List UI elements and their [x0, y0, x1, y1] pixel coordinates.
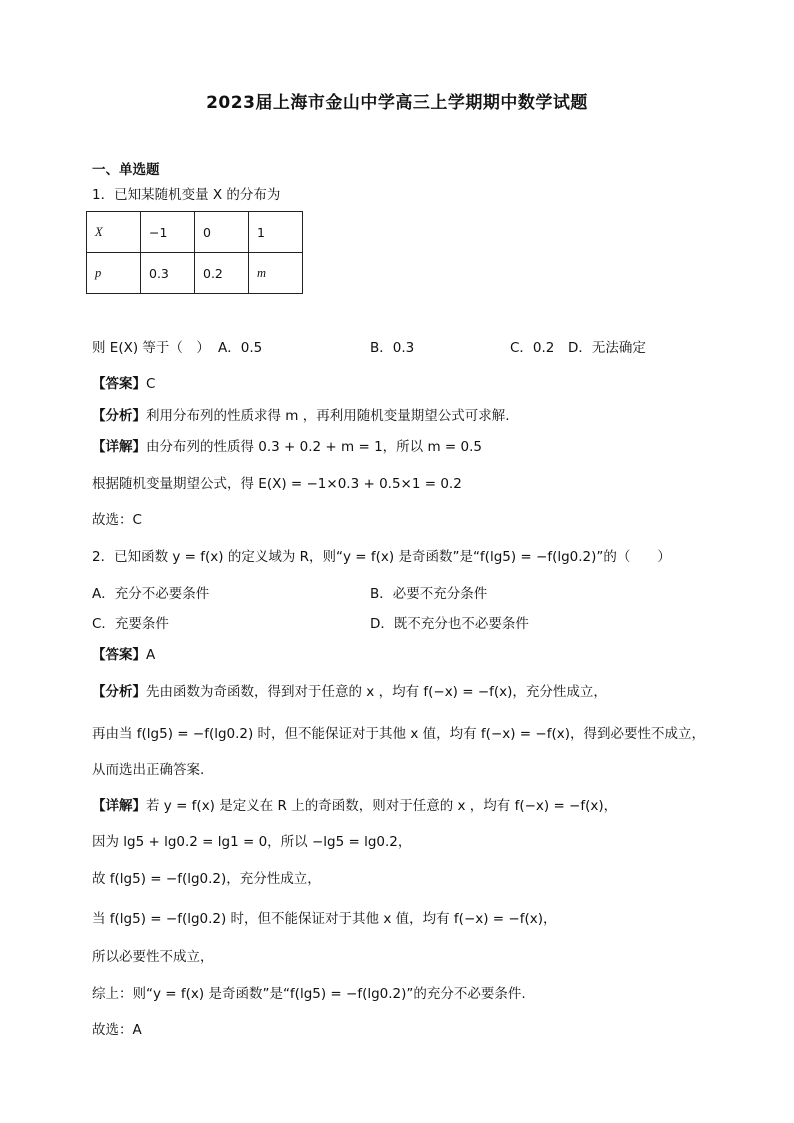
q2-option-b: B．必要不充分条件: [370, 586, 488, 602]
table-cell: X: [87, 212, 141, 253]
q1-option-b: B．0.3: [370, 340, 415, 356]
q1-question: 则 E(X) 等于（ ）: [92, 340, 210, 356]
detail-tag: 【详解】: [92, 439, 146, 455]
q1-option-d: D．无法确定: [568, 340, 646, 356]
table-cell: p: [87, 253, 141, 294]
q2-detail-4: 当 f(lg5) = −f(lg0.2) 时，但不能保证对于其他 x 值，均有 f(−x) = −f(x)，: [92, 911, 557, 927]
q2-stem: 2．已知函数 y = f(x) 的定义域为 R，则“y = f(x) 是奇函数”是“f(lg5) = −f(lg0.2)”的（ ）: [92, 549, 671, 565]
answer-value: A: [146, 647, 156, 663]
q1-detail: [92, 437, 482, 457]
q1-analysis: [92, 406, 510, 426]
q2-conclusion: 故选：A: [92, 1022, 142, 1038]
q1-option-a: A．0.5: [218, 340, 263, 356]
q1-stem: 1．已知某随机变量 X 的分布为: [92, 187, 281, 203]
analysis-tag: 【分析】: [92, 408, 146, 424]
analysis-text: 先由函数为奇函数，得到对于任意的 x ，均有 f(−x) = −f(x)，充分性成立，: [146, 684, 607, 700]
table-cell: −1: [141, 212, 195, 253]
q2-detail-3: 故 f(lg5) = −f(lg0.2)，充分性成立，: [92, 871, 321, 887]
table-row: [87, 212, 303, 253]
section-heading: 一、单选题: [92, 162, 160, 178]
q2-answer: [92, 645, 155, 665]
distribution-table: [86, 211, 303, 294]
q2-option-d: D．既不充分也不必要条件: [370, 616, 529, 632]
q1-conclusion: 故选：C: [92, 512, 142, 528]
table-cell: m: [249, 253, 303, 294]
table-cell: 0.3: [141, 253, 195, 294]
q1-detail-2: 根据随机变量期望公式，得 E(X) = −1×0.3 + 0.5×1 = 0.2: [92, 476, 462, 492]
table-row: [87, 253, 303, 294]
q2-option-c: C．充要条件: [92, 616, 169, 632]
q2-detail-6: 综上：则“y = f(x) 是奇函数”是“f(lg5) = −f(lg0.2)”的充分不必要条件.: [92, 986, 526, 1002]
q2-analysis: [92, 682, 607, 702]
answer-tag: 【答案】: [92, 647, 146, 663]
q1-answer: [92, 374, 155, 394]
q2-detail-5: 所以必要性不成立，: [92, 949, 214, 965]
detail-tag: 【详解】: [92, 798, 146, 814]
analysis-text: 利用分布列的性质求得 m ，再利用随机变量期望公式可求解.: [146, 408, 510, 424]
table-cell: 1: [249, 212, 303, 253]
q2-detail: [92, 796, 617, 816]
analysis-tag: 【分析】: [92, 684, 146, 700]
page-title: 2023届上海市金山中学高三上学期期中数学试题: [206, 93, 588, 113]
q1-option-c: C．0.2: [510, 340, 555, 356]
table-cell: 0.2: [195, 253, 249, 294]
q2-detail-2: 因为 lg5 + lg0.2 = lg1 = 0，所以 −lg5 = lg0.2，: [92, 834, 412, 850]
q2-option-a: A．充分不必要条件: [92, 586, 210, 602]
detail-text: 由分布列的性质得 0.3 + 0.2 + m = 1，所以 m = 0.5: [146, 439, 482, 455]
detail-text: 若 y = f(x) 是定义在 R 上的奇函数，则对于任意的 x ，均有 f(−x) = −f(x)，: [146, 798, 618, 814]
answer-tag: 【答案】: [92, 376, 146, 392]
q2-analysis-2: 再由当 f(lg5) = −f(lg0.2) 时，但不能保证对于其他 x 值，均有 f(−x) = −f(x)，得到必要性不成立，: [92, 726, 705, 742]
table-cell: 0: [195, 212, 249, 253]
answer-value: C: [146, 376, 156, 392]
q2-analysis-3: 从而选出正确答案.: [92, 762, 205, 778]
